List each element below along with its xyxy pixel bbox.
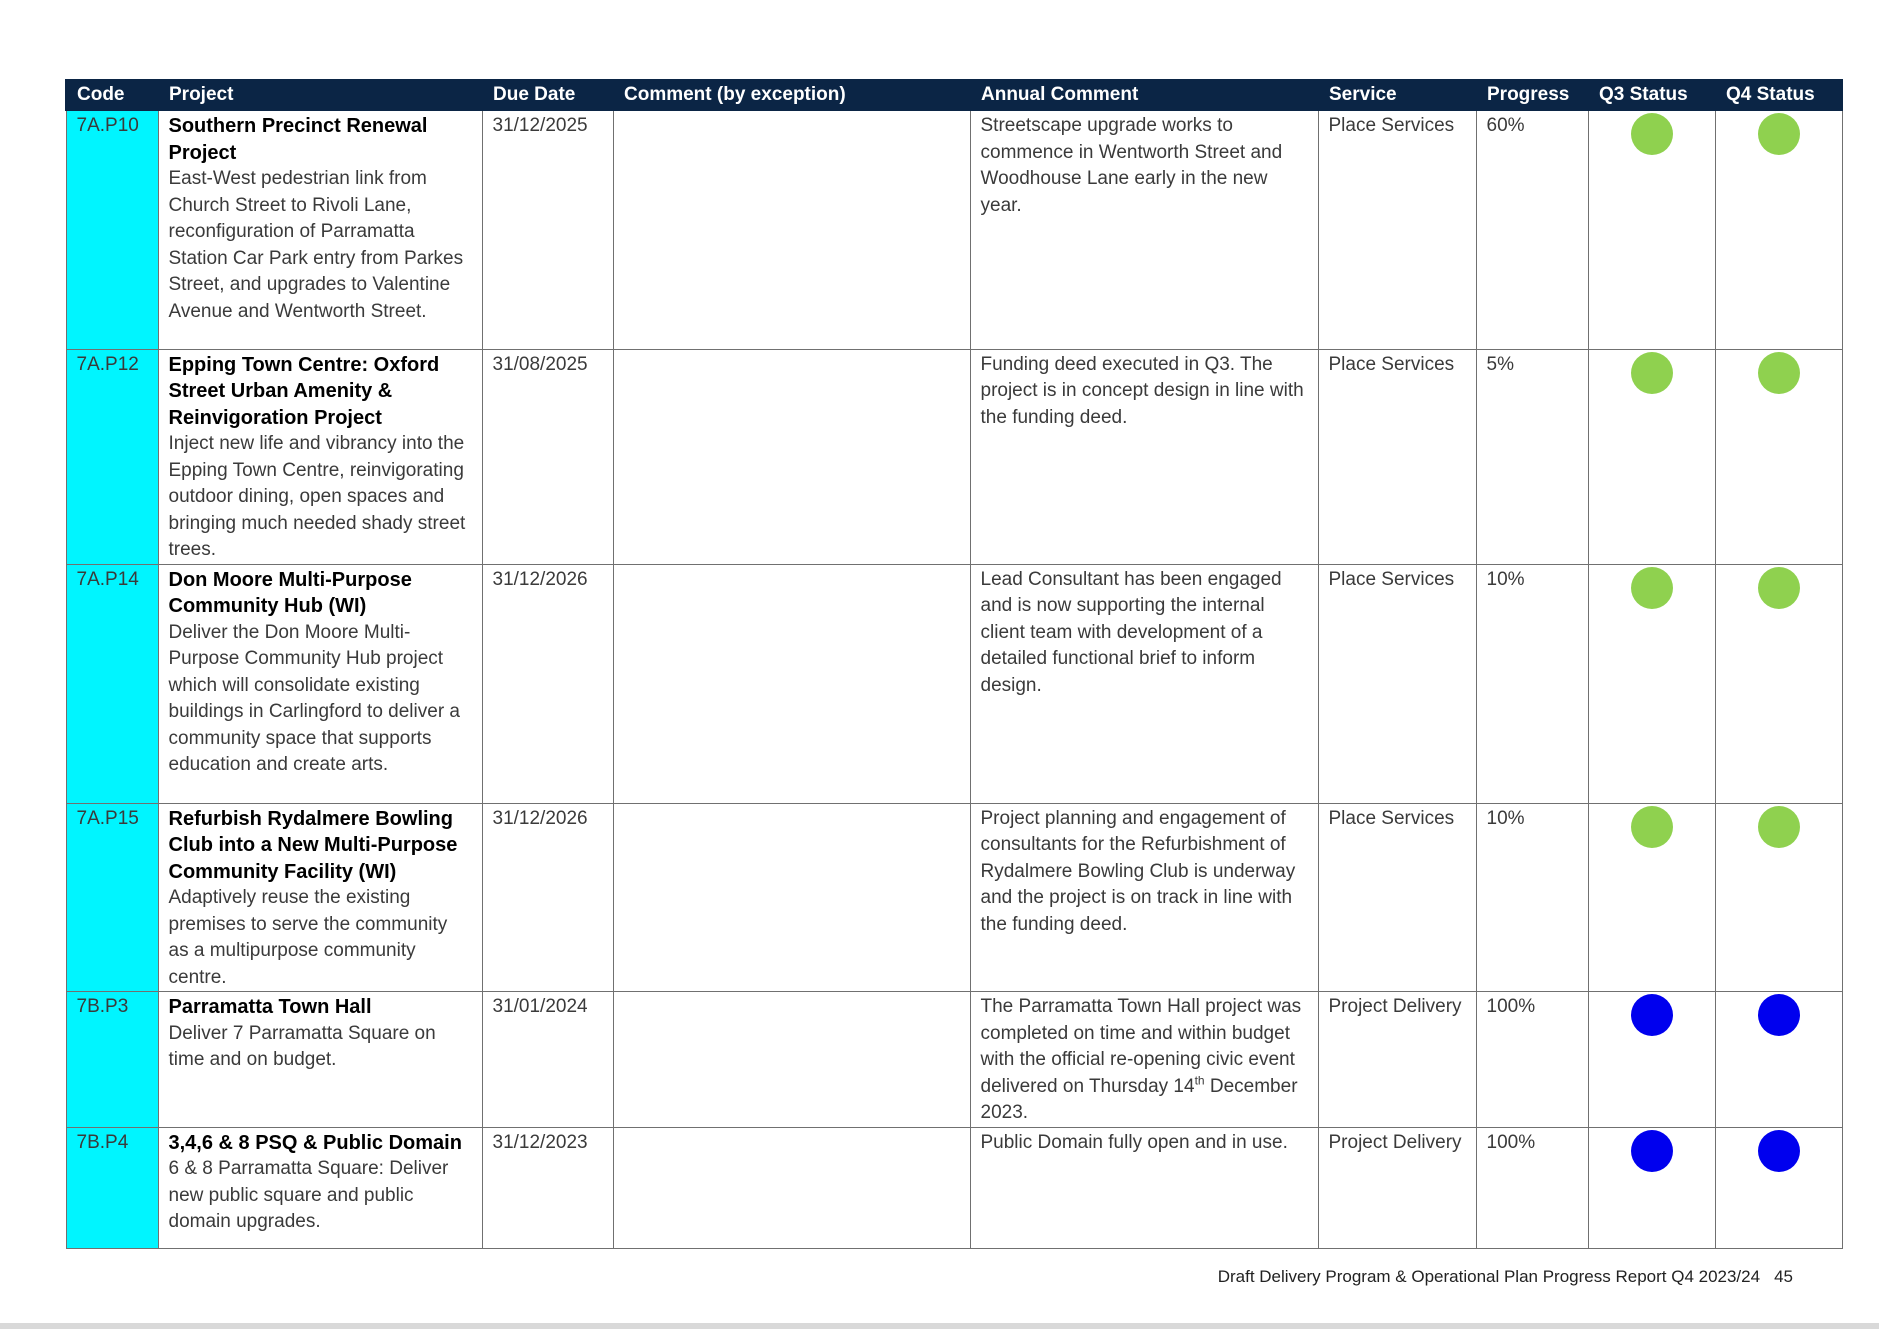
- table-row: [66, 564, 1842, 803]
- row-progress: 10%: [1476, 564, 1588, 803]
- row-code: 7A.P10: [66, 110, 158, 349]
- project-title: 3,4,6 & 8 PSQ & Public Domain: [168, 1131, 462, 1154]
- row-code: 7A.P12: [66, 349, 158, 564]
- project-title: Epping Town Centre: Oxford Street Urban Amenity & Reinvigoration Project: [168, 353, 440, 429]
- row-q3-status: [1588, 992, 1715, 1128]
- table-row: [66, 992, 1842, 1128]
- row-comment: [613, 992, 970, 1128]
- table-row: [66, 803, 1842, 992]
- row-q4-status: [1715, 349, 1842, 564]
- row-code: 7B.P3: [66, 992, 158, 1128]
- project-description: Deliver 7 Parramatta Square on time and on budget.: [168, 1022, 436, 1070]
- row-q4-status: [1715, 992, 1842, 1128]
- row-comment: [613, 110, 970, 349]
- row-service: Place Services: [1318, 564, 1476, 803]
- row-due-date: 31/01/2024: [482, 992, 613, 1128]
- page-number: 45: [1774, 1267, 1793, 1286]
- annual-comment-sup: th: [1194, 1073, 1205, 1088]
- row-progress: 60%: [1476, 110, 1588, 349]
- project-description: Inject new life and vibrancy into the Epping Town Centre, reinvigorating outdoor dining, open spaces and bringing much needed shady street trees.: [168, 433, 466, 560]
- q3-status-dot: [1631, 994, 1673, 1036]
- row-comment: [613, 349, 970, 564]
- row-project: [158, 803, 482, 992]
- row-service: Place Services: [1318, 349, 1476, 564]
- row-annual-comment: Public Domain fully open and in use.: [970, 1127, 1318, 1248]
- row-code: 7A.P15: [66, 803, 158, 992]
- annual-comment-text: The Parramatta Town Hall project was completed on time and within budget with the official re-opening civic event delivered on Thursday 14: [980, 996, 1302, 1097]
- row-progress: 100%: [1476, 992, 1588, 1128]
- table-header: [66, 80, 1842, 110]
- row-q3-status: [1588, 564, 1715, 803]
- row-due-date: 31/12/2023: [482, 1127, 613, 1248]
- row-code: 7A.P14: [66, 564, 158, 803]
- q3-status-dot: [1631, 806, 1673, 848]
- table-row: [66, 110, 1842, 349]
- row-comment: [613, 1127, 970, 1248]
- q4-status-dot: [1758, 1130, 1800, 1172]
- q3-status-dot: [1631, 113, 1673, 155]
- table-row: [66, 1127, 1842, 1248]
- q4-status-dot: [1758, 113, 1800, 155]
- page-bottom-band: [0, 1323, 1879, 1329]
- row-service: Project Delivery: [1318, 992, 1476, 1128]
- q3-status-dot: [1631, 352, 1673, 394]
- header-annual-comment: Annual Comment: [970, 80, 1318, 110]
- row-q4-status: [1715, 564, 1842, 803]
- project-title: Southern Precinct Renewal Project: [168, 115, 428, 164]
- project-description: Deliver the Don Moore Multi-Purpose Community Hub project which will consolidate existing buildings in Carlingford to deliver a community space that supports education and create arts.: [168, 621, 460, 775]
- project-title: Refurbish Rydalmere Bowling Club into a New Multi-Purpose Community Facility (WI): [168, 807, 458, 883]
- row-project: [158, 110, 482, 349]
- header-comment: Comment (by exception): [613, 80, 970, 110]
- header-project: Project: [158, 80, 482, 110]
- row-due-date: 31/12/2025: [482, 110, 613, 349]
- table-row: [66, 349, 1842, 564]
- row-progress: 100%: [1476, 1127, 1588, 1248]
- row-q3-status: [1588, 110, 1715, 349]
- row-due-date: 31/12/2026: [482, 803, 613, 992]
- project-description: East-West pedestrian link from Church Street to Rivoli Lane, reconfiguration of Parramatta Station Car Park entry from Parkes Street, and upgrades to Valentine Avenue and Wentworth Street.: [168, 168, 464, 322]
- row-service: Place Services: [1318, 110, 1476, 349]
- progress-table: [65, 79, 1843, 1249]
- row-q3-status: [1588, 803, 1715, 992]
- row-service: Project Delivery: [1318, 1127, 1476, 1248]
- row-service: Place Services: [1318, 803, 1476, 992]
- row-project: [158, 349, 482, 564]
- row-annual-comment: Funding deed executed in Q3. The project is in concept design in line with the funding deed.: [970, 349, 1318, 564]
- header-code: Code: [66, 80, 158, 110]
- row-comment: [613, 564, 970, 803]
- q4-status-dot: [1758, 806, 1800, 848]
- project-description: 6 & 8 Parramatta Square: Deliver new public square and public domain upgrades.: [168, 1158, 449, 1232]
- row-project: [158, 992, 482, 1128]
- footer-title: Draft Delivery Program & Operational Plan Progress Report Q4 2023/24: [1217, 1267, 1761, 1286]
- q3-status-dot: [1631, 1130, 1673, 1172]
- annual-comment-text-end: December 2023.: [980, 1075, 1298, 1123]
- row-code: 7B.P4: [66, 1127, 158, 1248]
- row-annual-comment: Project planning and engagement of consultants for the Refurbishment of Rydalmere Bowling Club is underway and the project is on track in line with the funding deed.: [970, 803, 1318, 992]
- header-q3-status: Q3 Status: [1588, 80, 1715, 110]
- header-due-date: Due Date: [482, 80, 613, 110]
- q4-status-dot: [1758, 994, 1800, 1036]
- page-footer: [1218, 1267, 1793, 1287]
- row-annual-comment: [970, 992, 1318, 1128]
- row-q4-status: [1715, 803, 1842, 992]
- header-q4-status: Q4 Status: [1715, 80, 1842, 110]
- q4-status-dot: [1758, 567, 1800, 609]
- project-title: Parramatta Town Hall: [168, 996, 372, 1018]
- header-progress: Progress: [1476, 80, 1588, 110]
- row-progress: 5%: [1476, 349, 1588, 564]
- row-q3-status: [1588, 1127, 1715, 1248]
- row-q4-status: [1715, 1127, 1842, 1248]
- row-progress: 10%: [1476, 803, 1588, 992]
- row-project: [158, 564, 482, 803]
- row-due-date: 31/12/2026: [482, 564, 613, 803]
- row-due-date: 31/08/2025: [482, 349, 613, 564]
- project-description: Adaptively reuse the existing premises to serve the community as a multipurpose community centre.: [168, 887, 448, 988]
- q3-status-dot: [1631, 567, 1673, 609]
- row-annual-comment: Lead Consultant has been engaged and is now supporting the internal client team with development of a detailed functional brief to inform design.: [970, 564, 1318, 803]
- row-project: [158, 1127, 482, 1248]
- row-comment: [613, 803, 970, 992]
- q4-status-dot: [1758, 352, 1800, 394]
- row-annual-comment: Streetscape upgrade works to commence in Wentworth Street and Woodhouse Lane early in the new year.: [970, 110, 1318, 349]
- project-title: Don Moore Multi-Purpose Community Hub (WI): [168, 568, 412, 617]
- row-q4-status: [1715, 110, 1842, 349]
- row-q3-status: [1588, 349, 1715, 564]
- header-service: Service: [1318, 80, 1476, 110]
